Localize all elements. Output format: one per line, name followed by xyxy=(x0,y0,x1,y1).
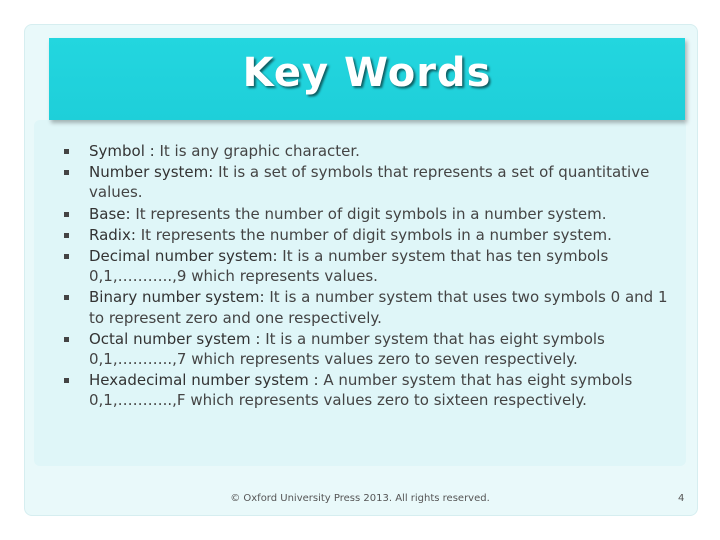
square-bullet-icon xyxy=(64,295,69,300)
bullet-term: Base: xyxy=(89,204,136,223)
bullet-item xyxy=(64,141,674,161)
square-bullet-icon xyxy=(64,149,69,154)
square-bullet-icon xyxy=(64,378,69,383)
square-bullet-icon xyxy=(64,233,69,238)
bullet-item xyxy=(64,162,674,202)
bullet-term: Radix: xyxy=(89,225,141,244)
bullet-item xyxy=(64,287,674,327)
title-banner xyxy=(49,38,685,120)
bullet-text: A number system that has eight symbols 0,1,………..,F which represents values zero to sixteen respectively. xyxy=(89,371,633,410)
bullet-item xyxy=(64,246,674,286)
slide-title: Key Words xyxy=(242,50,492,96)
bullet-text: It is a set of symbols that represents a set of quantitative values. xyxy=(89,163,650,202)
bullet-term: Hexadecimal number system : xyxy=(89,371,324,390)
bullet-term: Binary number system: xyxy=(89,288,270,307)
page-number: 4 xyxy=(678,493,685,504)
bullet-text: It is a number system that has eight symbols 0,1,………..,7 which represents values zero to seven respectively. xyxy=(89,329,605,369)
copyright-footer: © Oxford University Press 2013. All rights reserved. xyxy=(230,493,490,504)
bullet-item xyxy=(64,370,674,410)
bullet-text: It represents the number of digit symbols in a number system. xyxy=(135,204,607,223)
bullet-item xyxy=(64,225,674,245)
bullet-text: It is a number system that uses two symbols 0 and 1 to represent zero and one respectively. xyxy=(89,288,668,327)
square-bullet-icon xyxy=(64,170,69,175)
bullet-term: Number system: xyxy=(89,163,219,182)
square-bullet-icon xyxy=(64,212,69,217)
bullet-term: Symbol : xyxy=(89,142,160,160)
bullet-text: It represents the number of digit symbols in a number system. xyxy=(140,225,612,244)
bullet-text: It is any graphic character. xyxy=(159,142,360,160)
bullet-text: It is a number system that has ten symbols 0,1,………..,9 which represents values. xyxy=(89,247,609,286)
bullet-item xyxy=(64,329,674,369)
bullet-term: Decimal number system: xyxy=(89,247,283,266)
bullet-list xyxy=(64,141,674,412)
square-bullet-icon xyxy=(64,254,69,259)
bullet-term: Octal number system : xyxy=(89,329,266,348)
bullet-item xyxy=(64,204,674,224)
square-bullet-icon xyxy=(64,337,69,342)
